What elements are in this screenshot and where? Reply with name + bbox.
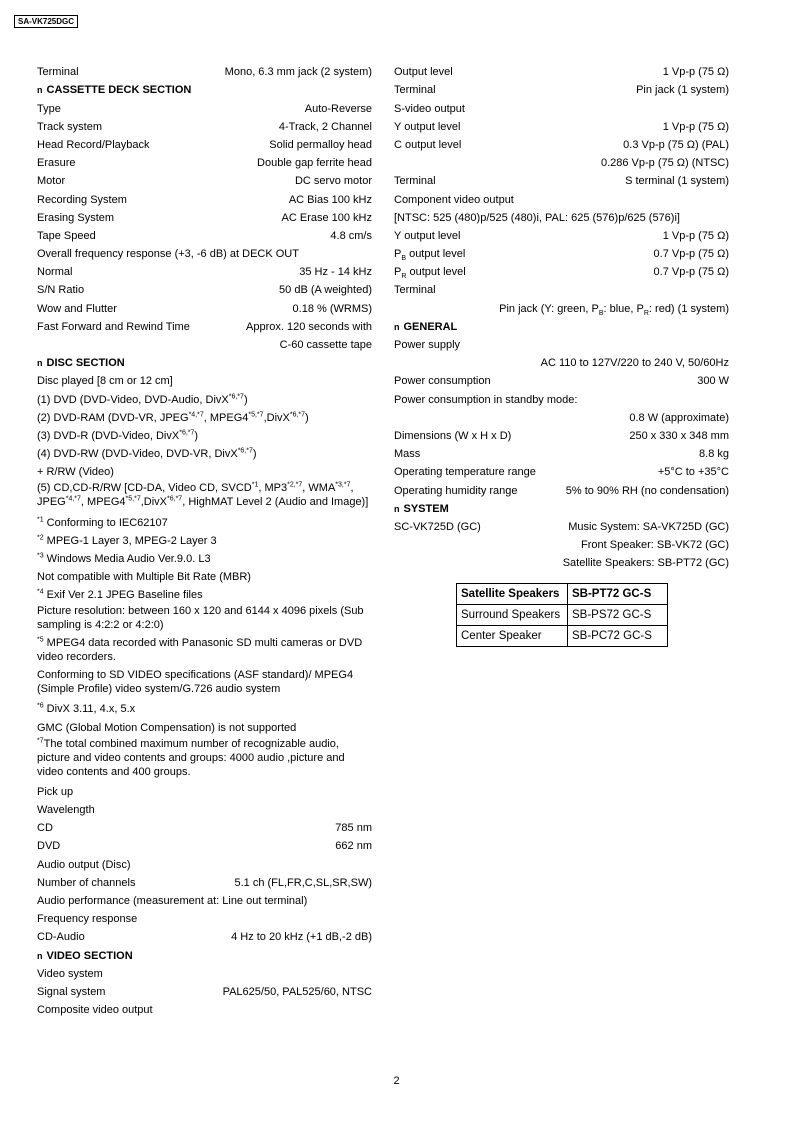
spec-row: Pick up <box>37 785 74 798</box>
spec-row: Normal 35 Hz - 14 kHz <box>37 266 372 279</box>
spec-row: AC 110 to 127V/220 to 240 V, 50/60Hz <box>540 357 729 370</box>
spec-row: Terminal <box>394 284 436 297</box>
spec-row: Overall frequency response (+3, -6 dB) at DECK OUT <box>37 248 299 261</box>
table-row: Satellite Speakers SB-PT72 GC-S <box>457 584 668 605</box>
section-heading-cassette: n CASSETTE DECK SECTION <box>37 84 192 97</box>
spec-row: Terminal Pin jack (1 system) <box>394 84 729 97</box>
spec-row: [NTSC: 525 (480)p/525 (480)i, PAL: 625 (576)p/625 (576)i] <box>394 211 680 224</box>
spec-row <box>37 61 372 79</box>
footnote: $^{*7}$The total combined maximum number of recognizable audio, picture and video contents and groups: 4000 audio ,picture and video contents and 400 groups. <box>37 736 345 778</box>
spec-row: Dimensions (W x H x D) 250 x 330 x 348 mm <box>394 429 729 442</box>
section-heading-system: n SYSTEM <box>394 502 449 515</box>
spec-value: Mono, 6.3 mm jack (2 system) <box>224 66 372 79</box>
spec-row: C-60 cassette tape <box>279 339 372 351</box>
spec-row: Type Auto-Reverse <box>37 102 372 115</box>
bullet-icon: n <box>394 503 400 514</box>
spec-row: DVD 662 nm <box>37 840 372 853</box>
spec-key: Terminal <box>37 66 79 79</box>
footnote: $^{*4}$ Exif Ver 2.1 JPEG Baseline files <box>37 588 203 602</box>
spec-row: $P_B$ output level 0.7 Vp-p (75 Ω) <box>394 248 729 263</box>
footnote: Conforming to SD VIDEO specifications (ASF standard)/ MPEG4 (Simple Profile) video system/G.726 audio system <box>37 669 354 696</box>
spec-row: $P_R$ output level 0.7 Vp-p (75 Ω) <box>394 266 729 281</box>
spec-row: Erasing System AC Erase 100 kHz <box>37 211 372 224</box>
spec-row: 0.286 Vp-p (75 Ω) (NTSC) <box>600 157 729 170</box>
left-column <box>37 61 372 1017</box>
spec-row: Power consumption in standby mode: <box>394 393 578 406</box>
spec-row: Component video output <box>394 193 514 206</box>
spec-row: Wow and Flutter 0.18 % (WRMS) <box>37 302 372 315</box>
spec-row: Power supply <box>394 339 461 351</box>
spec-row: CD 785 nm <box>37 822 372 835</box>
spec-row: S/N Ratio 50 dB (A weighted) <box>37 284 372 297</box>
footnote: GMC (Global Motion Compensation) is not supported <box>37 721 297 734</box>
table-row: Surround Speakers SB-PS72 GC-S <box>457 605 668 626</box>
spec-row: Audio performance (measurement at: Line out terminal) <box>37 894 308 907</box>
spec-row: Frequency response <box>37 913 138 926</box>
footnote: $^{*6}$ DivX 3.11, 4.x, 5.x <box>37 702 136 716</box>
footnote: Not compatible with Multiple Bit Rate (MBR) <box>37 571 251 584</box>
spec-row: Signal system PAL625/50, PAL525/60, NTSC <box>37 985 372 998</box>
bullet-icon: n <box>37 358 43 369</box>
spec-row: Composite video output <box>37 1004 153 1017</box>
spec-row: Operating temperature range +5°C to +35°C <box>394 466 729 479</box>
disc-line: (2) DVD-RAM (DVD-VR, $JPEG^{*4,*7}$, $MPEG4^{*5,*7},DivX^{*6,*7}$) <box>37 411 309 424</box>
model-tag: SA-VK725DGC <box>14 15 78 28</box>
spec-row: CD-Audio 4 Hz to 20 kHz (+1 dB,-2 dB) <box>37 931 372 944</box>
footnote: $^{*1}$ Conforming to IEC62107 <box>37 515 168 529</box>
spec-row: Terminal S terminal (1 system) <box>394 175 729 188</box>
spec-row: Number of channels 5.1 ch (FL,FR,C,SL,SR,SW) <box>37 876 372 889</box>
spec-row: S-video output <box>394 102 465 115</box>
spec-row: Y output level 1 Vp-p (75 Ω) <box>394 229 729 242</box>
spec-row: Fast Forward and Rewind Time Approx. 120 seconds with <box>37 320 372 333</box>
spec-row: Front Speaker: SB-VK72 (GC) <box>581 539 729 552</box>
spec-row: Power consumption 300 W <box>394 375 729 388</box>
spec-row: Audio output (Disc) <box>37 858 131 871</box>
footnote: Picture resolution: between 160 x 120 and 6144 x 4096 pixels (Sub sampling is 4:2:2 or 4:2:0) <box>37 605 364 632</box>
right-column <box>394 61 729 570</box>
spec-row: Wavelength <box>37 804 95 816</box>
spec-row: Operating humidity range 5% to 90% RH (no condensation) <box>394 484 729 497</box>
spec-row: Y output level 1 Vp-p (75 Ω) <box>394 120 729 133</box>
spec-row: Tape Speed 4.8 cm/s <box>37 229 372 242</box>
spec-row: Erasure Double gap ferrite head <box>37 157 372 170</box>
speaker-table <box>456 583 668 647</box>
spec-row: Recording System AC Bias 100 kHz <box>37 193 372 206</box>
spec-row: SC-VK725D (GC) Music System: SA-VK725D (GC) <box>394 520 729 533</box>
spec-row: Track system 4-Track, 2 Channel <box>37 120 372 133</box>
disc-line: Disc played [8 cm or 12 cm] <box>37 375 173 388</box>
disc-line: (5) CD,CD-R/RW [CD-DA, Video CD, SVCD$^{*1}$, $MP3^{*2,*7}$, $WMA^{*3,*7}$, $JPEG^{*4,*7}$, $MPEG4^{*5,*7},DivX^{*6,*7}$, HighMAT Level 2 (Audio and Image)] <box>37 481 369 509</box>
spec-row: 0.8 W (approximate) <box>629 411 729 424</box>
section-heading-video: n VIDEO SECTION <box>37 949 133 962</box>
table-row: Center Speaker SB-PC72 GC-S <box>457 626 668 647</box>
section-heading-general: n GENERAL <box>394 320 458 333</box>
spec-row: Video system <box>37 967 103 980</box>
spec-row: Motor DC servo motor <box>37 175 372 188</box>
disc-line: (4) DVD-RW (DVD-Video, DVD-VR, DivX$^{*6,*7}$) <box>37 447 257 461</box>
bullet-icon: n <box>37 950 43 961</box>
bullet-icon: n <box>394 321 400 332</box>
spec-row: Output level 1 Vp-p (75 Ω) <box>394 66 729 79</box>
section-heading-disc: n DISC SECTION <box>37 357 125 370</box>
footnote: $^{*2}$ MPEG-1 Layer 3, MPEG-2 Layer 3 <box>37 534 217 547</box>
page-number: 2 <box>393 1075 400 1087</box>
disc-line: + R/RW (Video) <box>37 466 114 479</box>
spec-row: Head Record/Playback Solid permalloy head <box>37 138 372 151</box>
spec-row: C output level 0.3 Vp-p (75 Ω) (PAL) <box>394 138 729 151</box>
footnote: $^{*3}$ Windows Media Audio Ver.9.0. L3 <box>37 552 211 565</box>
disc-line: (3) DVD-R (DVD-Video, DivX$^{*6,*7}$) <box>37 429 199 442</box>
spec-row: Satellite Speakers: SB-PT72 (GC) <box>562 557 729 570</box>
bullet-icon: n <box>37 85 43 96</box>
disc-line: (1) DVD (DVD-Video, DVD-Audio, DivX$^{*6,*7}$) <box>37 392 248 406</box>
spec-row: Mass 8.8 kg <box>394 448 729 461</box>
footnote: $^{*5}$ MPEG4 data recorded with Panasonic SD multi cameras or DVD video recorders. <box>37 636 363 664</box>
spec-row: Pin jack (Y: green, $P_B$: blue, $P_R$: red) (1 system) <box>499 302 729 317</box>
